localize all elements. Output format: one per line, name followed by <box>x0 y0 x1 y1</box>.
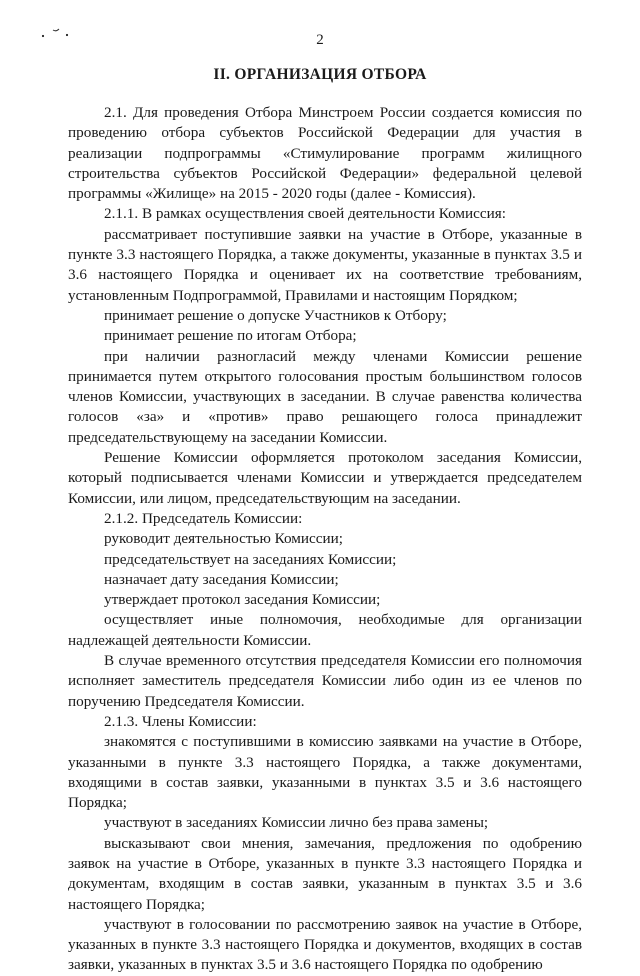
section-title: II. ОРГАНИЗАЦИЯ ОТБОРА <box>213 66 427 83</box>
list-item: руководит деятельностью Комиссии; <box>104 530 343 548</box>
paragraph-absence: В случае временного отсутствия председателя Комиссии его полномочия исполняет заместитель председателя Комиссии либо один из ее членов по поручению Председателя Комиссии. <box>68 652 582 710</box>
paragraph-2-1-2: 2.1.2. Председатель Комиссии: <box>104 509 303 527</box>
list-item: участвуют в голосовании по рассмотрению заявок на участие в Отборе, указанных в пункте 3.3 настоящего Порядка и документов, входящих в состав заявки, указанных в пунктах 3.5 и 3.6 настоящего Порядка по одобрению <box>68 915 582 974</box>
list-item: осуществляет иные полномочия, необходимые для организации надлежащей деятельности Комиссии. <box>68 611 582 649</box>
paragraph-2-1-3: 2.1.3. Члены Комиссии: <box>104 712 257 730</box>
list-item: председательствует на заседаниях Комиссии; <box>104 550 397 568</box>
list-item: принимает решение по итогам Отбора; <box>104 327 357 345</box>
list-item: утверждает протокол заседания Комиссии; <box>104 591 381 609</box>
list-item: высказывают свои мнения, замечания, предложения по одобрению заявок на участие в Отборе, указанных в пункте 3.3 настоящего Порядка и документам, входящим в состав заявки, указанным в пунктах 3.5 и 3.6 настоящего Порядка; <box>68 834 582 913</box>
list-item: рассматривает поступившие заявки на участие в Отборе, указанные в пункте 3.3 настоящего Порядка, а также документы, указанные в пунктах 3.5 и 3.6 настоящего Порядка и оценивает их на соответствие требованиям, установленным Подпрограммой, Правилами и настоящим Порядком; <box>68 225 582 304</box>
list-item: принимает решение о допуске Участников к Отбору; <box>104 306 447 324</box>
paragraph-2-1-1: 2.1.1. В рамках осуществления своей деятельности Комиссия: <box>104 205 506 223</box>
document-body <box>68 103 582 976</box>
paragraph-decision: Решение Комиссии оформляется протоколом заседания Комиссии, который подписывается членами Комиссии и утверждается председателем Комиссии, или лицом, председательствующим на заседании. <box>68 449 582 507</box>
list-item: знакомятся с поступившими в комиссию заявками на участие в Отборе, указанными в пункте 3.3 настоящего Порядка, а также документами, входящими в состав заявки, указанными в пунктах 3.5 и 3.6 настоящего Порядка; <box>68 733 582 812</box>
page-number: 2 <box>316 32 324 48</box>
list-item: при наличии разногласий между членами Комиссии решение принимается путем открытого голосования простым большинством голосов членов Комиссии, участвующих в заседании. В случае равенства количества голосов «за» и «против» право решающего голоса принадлежит председательствующему на заседании Комиссии. <box>68 347 582 446</box>
paragraph-2-1: 2.1. Для проведения Отбора Минстроем России создается комиссия по проведению отбора субъектов Российской Федерации для участия в реализации подпрограммы «Стимулирование программ жилищного строительства субъектов Российской Федерации» федеральной целевой программы «Жилище» на 2015 - 2020 годы (далее - Комиссия). <box>68 104 582 203</box>
list-item: участвуют в заседаниях Комиссии лично без права замены; <box>104 814 489 832</box>
list-item: назначает дату заседания Комиссии; <box>104 570 339 588</box>
